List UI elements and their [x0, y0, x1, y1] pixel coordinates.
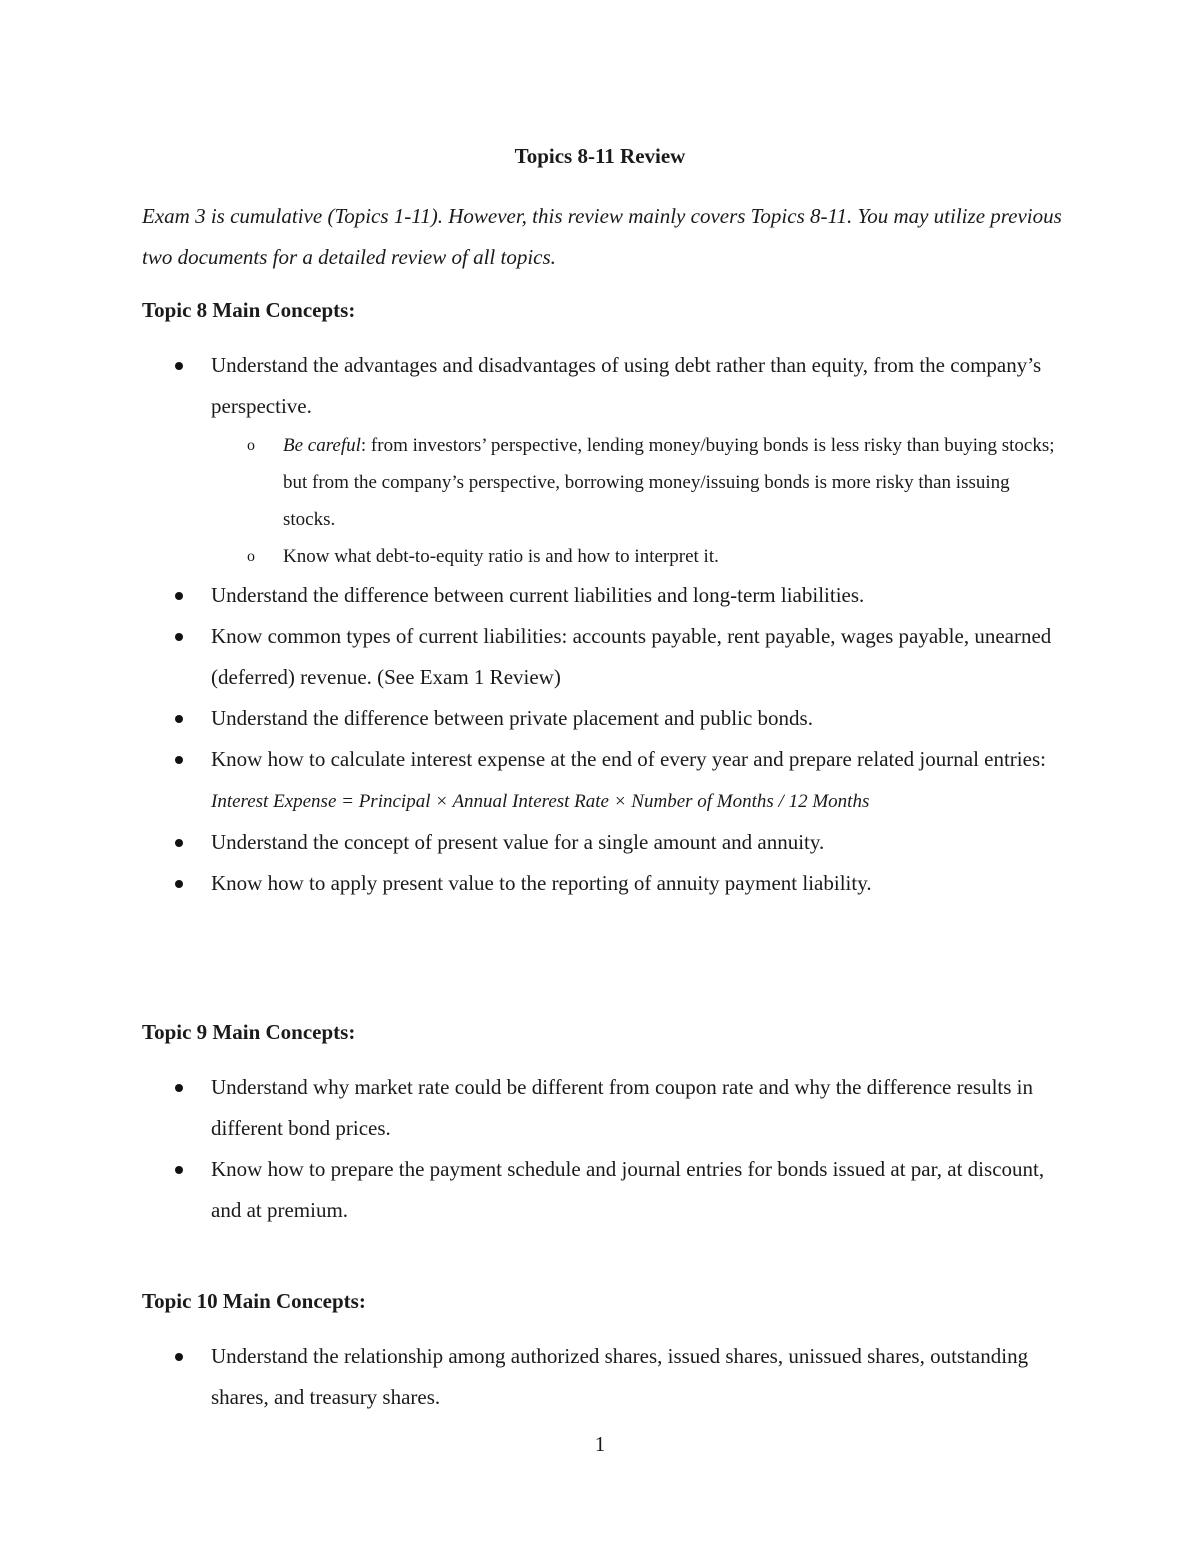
- document-title: Topics 8-11 Review: [514, 144, 686, 168]
- page-number: 1: [594, 1432, 606, 1456]
- list-item: [142, 1336, 1062, 1418]
- interest-expense-formula: Interest Expense = Principal × Annual Interest Rate × Number of Months / 12 Months: [211, 791, 870, 812]
- list-item: [142, 739, 1062, 822]
- sub-list-item: [211, 427, 1062, 538]
- list-item-text: Understand the concept of present value for a single amount and annuity.: [211, 830, 825, 854]
- list-item: [142, 616, 1062, 698]
- sub-list: [211, 427, 1062, 575]
- list-item: [142, 863, 1062, 904]
- list-item: [142, 345, 1062, 575]
- list-item-text: Know how to prepare the payment schedule and journal entries for bonds issued at par, at discount, and at premium.: [211, 1157, 1045, 1222]
- list-item-text: Know how to calculate interest expense at the end of every year and prepare related journal entries:: [211, 747, 1046, 771]
- sub-list-item: [211, 538, 1062, 575]
- sub-list-item-text: : from investors’ perspective, lending money/buying bonds is less risky than buying stocks; but from the company’s perspective, borrowing money/issuing bonds is more risky than issuing stocks.: [283, 435, 1055, 530]
- list-item-text: Understand the difference between private placement and public bonds.: [211, 706, 813, 730]
- topic-10-list: [142, 1336, 1062, 1418]
- list-item-text: Understand the advantages and disadvantages of using debt rather than equity, from the company’s perspective.: [211, 353, 1042, 418]
- sub-list-item-text: Know what debt-to-equity ratio is and how to interpret it.: [283, 546, 719, 567]
- list-item-text: Know how to apply present value to the reporting of annuity payment liability.: [211, 871, 872, 895]
- topic-8-heading: Topic 8 Main Concepts:: [142, 298, 356, 322]
- list-item: [142, 575, 1062, 616]
- list-item-text: Know common types of current liabilities: accounts payable, rent payable, wages payable, unearned (deferred) revenue. (See Exam 1 Review): [211, 624, 1052, 689]
- topic-8-list: [142, 345, 1062, 904]
- topic-10-heading: Topic 10 Main Concepts:: [142, 1289, 366, 1313]
- intro-paragraph: Exam 3 is cumulative (Topics 1-11). However, this review mainly covers Topics 8-11. You may utilize previous two documents for a detailed review of all topics.: [142, 204, 1062, 269]
- list-item: [142, 1067, 1062, 1149]
- be-careful-label: Be careful: [283, 435, 361, 456]
- topic-9-heading: Topic 9 Main Concepts:: [142, 1020, 356, 1044]
- list-item-text: Understand why market rate could be different from coupon rate and why the difference results in different bond prices.: [211, 1075, 1034, 1140]
- topic-9-list: [142, 1067, 1062, 1231]
- list-item: [142, 822, 1062, 863]
- list-item-text: Understand the difference between current liabilities and long-term liabilities.: [211, 583, 865, 607]
- list-item: [142, 698, 1062, 739]
- list-item-text: Understand the relationship among authorized shares, issued shares, unissued shares, outstanding shares, and treasury shares.: [211, 1344, 1029, 1409]
- list-item: [142, 1149, 1062, 1231]
